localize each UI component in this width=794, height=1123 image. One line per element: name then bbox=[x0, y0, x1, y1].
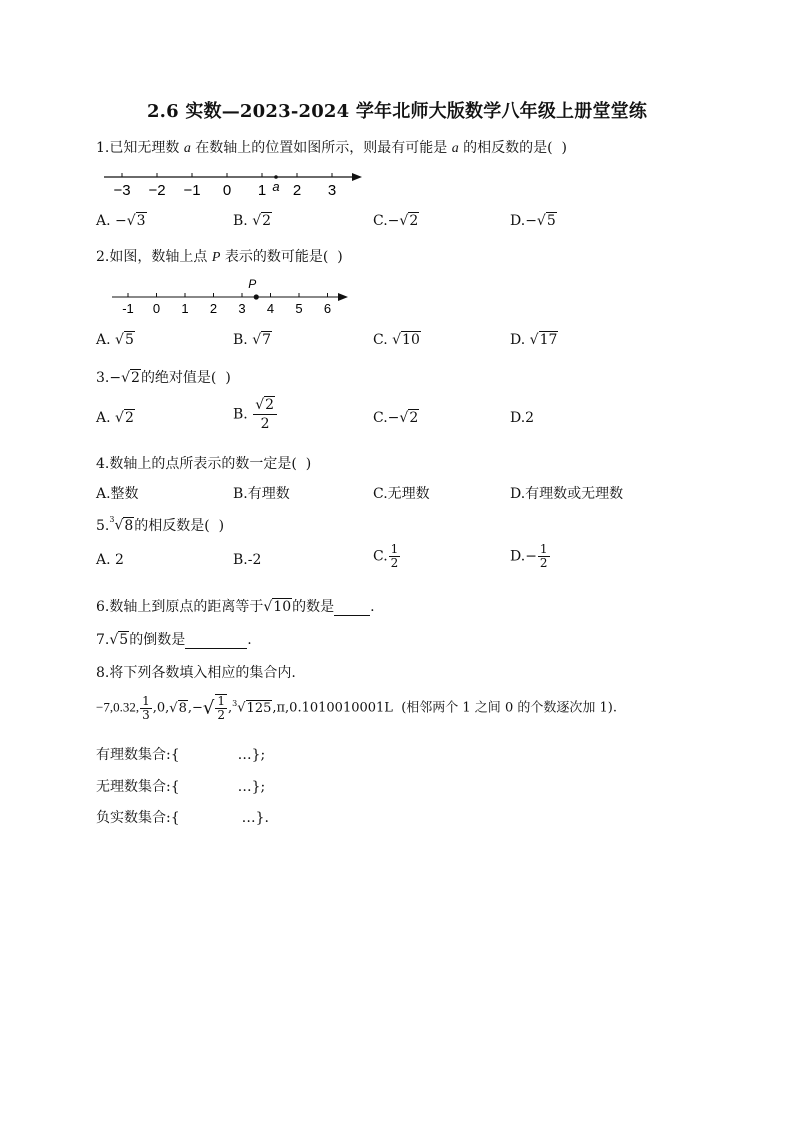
question-8-stem: 8.将下列各数填入相应的集合内. bbox=[96, 665, 296, 681]
axis2-tick-label: 3 bbox=[238, 301, 246, 316]
axis2-tick-label: 0 bbox=[152, 301, 161, 316]
axis1-tick-label: −3 bbox=[113, 182, 131, 199]
negative-real-set-blank[interactable] bbox=[180, 810, 242, 826]
q4-option-b[interactable]: B.有理数 bbox=[233, 486, 290, 502]
q7-answer-blank[interactable] bbox=[185, 632, 247, 649]
negative-real-set: 负实数集合:{ …}. bbox=[96, 810, 269, 826]
question-2-stem: 2.如图，数轴上点 P 表示的数可能是( ) bbox=[96, 249, 343, 265]
q2-option-b[interactable]: B. √7 bbox=[233, 332, 272, 348]
irrational-set: 无理数集合:{ …}; bbox=[96, 779, 266, 795]
axis1-tick-label: 3 bbox=[327, 182, 337, 199]
q5-option-a[interactable]: A. 2 bbox=[96, 552, 124, 568]
axis1-tick-label: −1 bbox=[183, 182, 201, 199]
q3-option-a[interactable]: A. √2 bbox=[96, 410, 134, 426]
question-5-stem: 5.$^3$√8的相反数是( ) bbox=[96, 515, 225, 534]
q5-option-d[interactable]: D.− $\frac{1}{2}$ bbox=[510, 542, 548, 570]
number-line-2 bbox=[108, 278, 352, 318]
number-line-1 bbox=[100, 170, 366, 202]
q4-option-d[interactable]: D.有理数或无理数 bbox=[510, 486, 624, 502]
q3-option-d[interactable]: D.2 bbox=[510, 410, 535, 426]
irrational-set-blank[interactable] bbox=[180, 779, 238, 795]
q4-option-c[interactable]: C.无理数 bbox=[373, 486, 430, 502]
rational-set: 有理数集合:{ …}; bbox=[96, 747, 266, 763]
axis1-tick-label: −2 bbox=[148, 182, 166, 199]
axis2-point-label: P bbox=[248, 278, 257, 291]
axis1-tick-label: 2 bbox=[292, 182, 302, 199]
axis2-tick-label: 6 bbox=[323, 301, 332, 316]
q3-option-b[interactable]: B. $\frac{√2}{2}$ bbox=[233, 396, 278, 433]
q2-option-a[interactable]: A. √5 bbox=[96, 332, 134, 348]
question-1-stem: 1.已知无理数 a 在数轴上的位置如图所示，则最有可能是 a 的相反数的是( ) bbox=[96, 140, 568, 156]
axis2-point-p bbox=[254, 294, 259, 299]
q1-option-a[interactable]: A. −√3 bbox=[96, 213, 146, 229]
axis2-tick-label: 2 bbox=[209, 301, 218, 316]
axis1-point-label: a bbox=[272, 179, 280, 194]
q3-option-c[interactable]: C.−√2 bbox=[373, 410, 419, 426]
q1-option-d[interactable]: D.−√5 bbox=[510, 213, 556, 229]
question-3-stem: 3.−√2的绝对值是( ) bbox=[96, 370, 231, 386]
q4-option-a[interactable]: A.整数 bbox=[96, 486, 139, 502]
q5-option-c[interactable]: C. $\frac{1}{2}$ bbox=[373, 542, 399, 570]
q1-option-b[interactable]: B. √2 bbox=[233, 213, 272, 229]
question-6: 6.数轴上到原点的距离等于√10的数是 . bbox=[96, 599, 375, 615]
axis1-tick-label: 0 bbox=[222, 182, 232, 199]
question-4-stem: 4.数轴上的点所表示的数一定是( ) bbox=[96, 456, 312, 472]
rational-set-blank[interactable] bbox=[180, 747, 238, 763]
q8-number-list: −7,0.32, $\frac{1}{3}$ ,0,√8,−√ $\frac{1}{2}$ ,$^3$√125,π,0.1010010001L (相邻两个 1 之间 0 的个数逐次加 1). bbox=[96, 693, 617, 722]
axis2-tick-label: -1 bbox=[122, 301, 134, 316]
axis1-tick-label: 1 bbox=[257, 182, 267, 199]
axis2-tick-label: 5 bbox=[295, 301, 303, 316]
axis2-tick-label: 4 bbox=[266, 301, 275, 316]
axis2-tick-label: 1 bbox=[181, 301, 189, 316]
q2-option-d[interactable]: D. √17 bbox=[510, 332, 558, 348]
q6-answer-blank[interactable] bbox=[334, 599, 370, 616]
q2-option-c[interactable]: C. √10 bbox=[373, 332, 420, 348]
q5-option-b[interactable]: B.-2 bbox=[233, 552, 262, 568]
question-7: 7.√5的倒数是 . bbox=[96, 632, 252, 648]
page-title: 2.6 实数—2023-2024 学年北师大版数学八年级上册堂堂练 bbox=[146, 101, 648, 122]
q1-option-c[interactable]: C.−√2 bbox=[373, 213, 419, 229]
